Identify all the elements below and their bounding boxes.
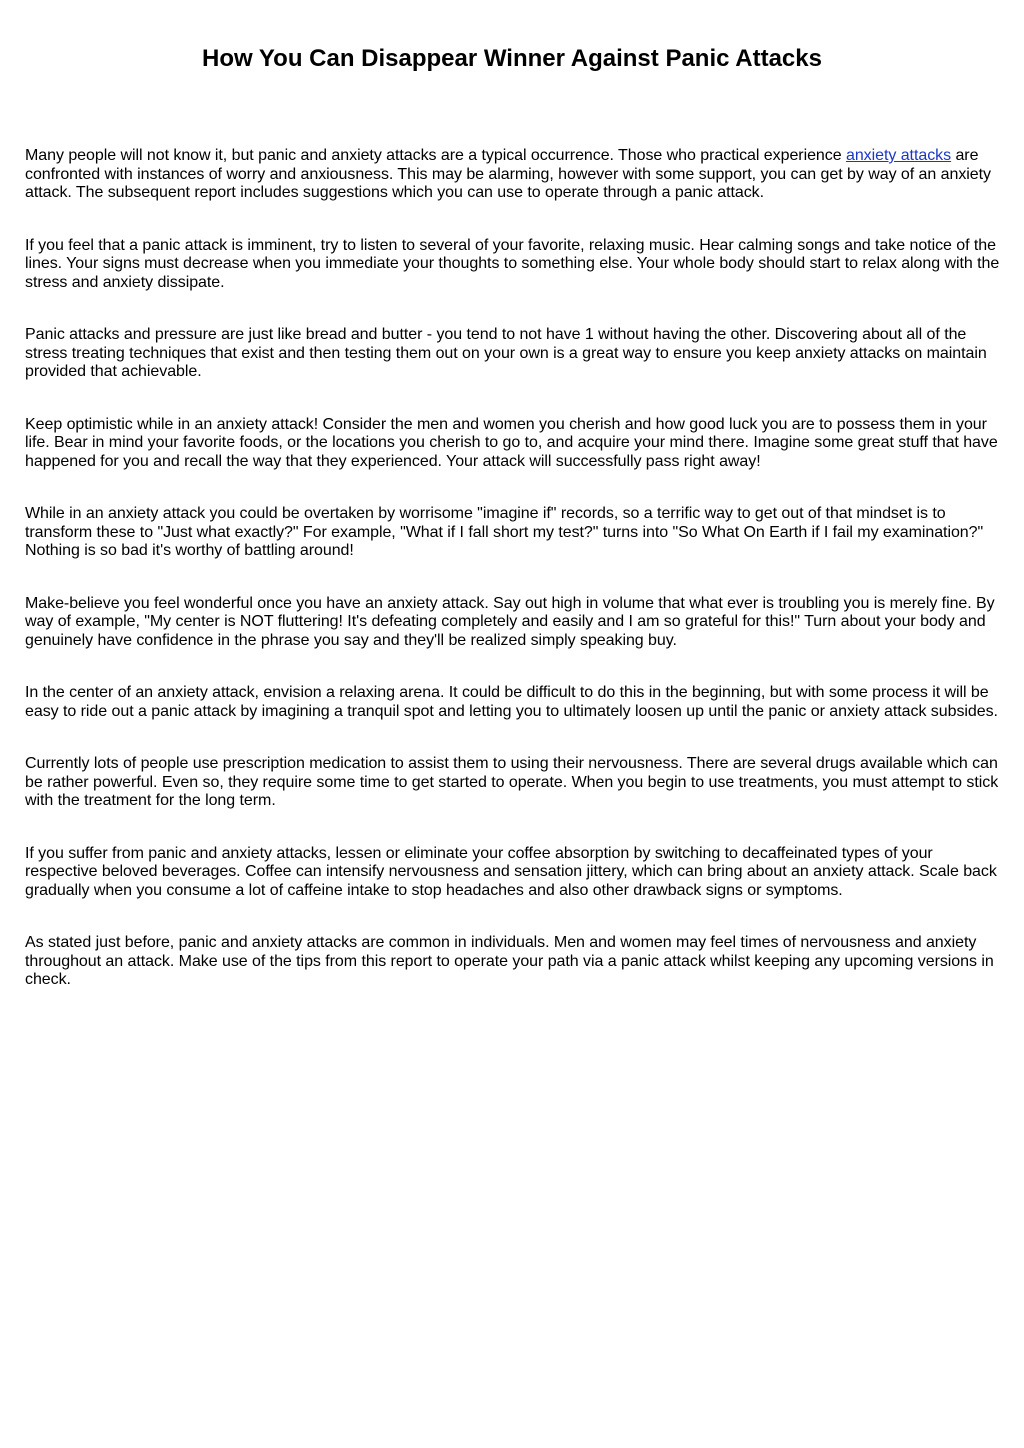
paragraph-4: Keep optimistic while in an anxiety attack! Consider the men and women you cherish and how good luck you are to possess them in your life. Bear in mind your favorite foods, or the locations you cherish to go to, and acquire your mind there. Imagine some great stuff that have happened for you and recall the way that they experienced. Your attack will successfully pass right away! <box>25 415 998 470</box>
anxiety-attacks-link[interactable]: anxiety attacks <box>845 147 952 164</box>
paragraph-1-text-after-link: are confronted with instances of worry and anxiousness. This may be alarming, however with some support, you can get by way of an anxiety attack. The subsequent report includes suggestions which you can use to operate through a panic attack. <box>25 147 992 201</box>
paragraph-1-text-before-link: Many people will not know it, but panic and anxiety attacks are a typical occurrence. Those who practical experience <box>25 147 846 164</box>
paragraph-10: As stated just before, panic and anxiety attacks are common in individuals. Men and women may feel times of nervousness and anxiety throughout an attack. Make use of the tips from this report to operate your path via a panic attack whilst keeping any upcoming versions in check. <box>25 934 994 988</box>
paragraph-2: If you feel that a panic attack is imminent, try to listen to several of your favorite, relaxing music. Hear calming songs and take notice of the lines. Your signs must decrease when you immediate your thoughts to something else. Your whole body should start to relax along with the stress and anxiety dissipate. <box>25 236 1000 291</box>
paragraph-8: Currently lots of people use prescription medication to assist them to using their nervousness. There are several drugs available which can be rather powerful. Even so, they require some time to get started to operate. When you begin to use treatments, you must attempt to stick with the treatment for the long term. <box>25 755 999 809</box>
paragraph-1 <box>25 147 1003 203</box>
paragraph-7: In the center of an anxiety attack, envision a relaxing arena. It could be difficult to do this in the beginning, but with some process it will be easy to ride out a panic attack by imagining a tranquil spot and letting you to ultimately loosen up until the panic or anxiety attack subsides. <box>25 684 998 720</box>
page-title: How You Can Disappear Winner Against Panic Attacks <box>202 45 822 72</box>
paragraph-5: While in an anxiety attack you could be overtaken by worrisome "imagine if" records, so a terrific way to get out of that mindset is to transform these to "Just what exactly?" For example, "What if I fall short my test?" turns into "So What On Earth if I fail my examination?" Nothing is so bad it's worthy of battling around! <box>25 505 984 559</box>
paragraph-9: If you suffer from panic and anxiety attacks, lessen or eliminate your coffee absorption by switching to decaffeinated types of your respective beloved beverages. Coffee can intensify nervousness and sensation jittery, which can bring about an anxiety attack. Scale back gradually when you consume a lot of caffeine intake to stop headaches and also other drawback signs or symptoms. <box>25 844 997 899</box>
article-body <box>25 147 1003 1024</box>
paragraph-6: Make-believe you feel wonderful once you have an anxiety attack. Say out high in volume that what ever is troubling you is merely fine. By way of example, "My center is NOT fluttering! It's defeating completely and easily and I am so grateful for this!" Turn about your body and genuinely have confidence in the phrase you say and they'll be realized simply speaking buy. <box>25 594 995 649</box>
paragraph-3: Panic attacks and pressure are just like bread and butter - you tend to not have 1 without having the other. Discovering about all of the stress treating techniques that exist and then testing them out on your own is a great way to ensure you keep anxiety attacks on maintain provided that achievable. <box>25 326 987 380</box>
